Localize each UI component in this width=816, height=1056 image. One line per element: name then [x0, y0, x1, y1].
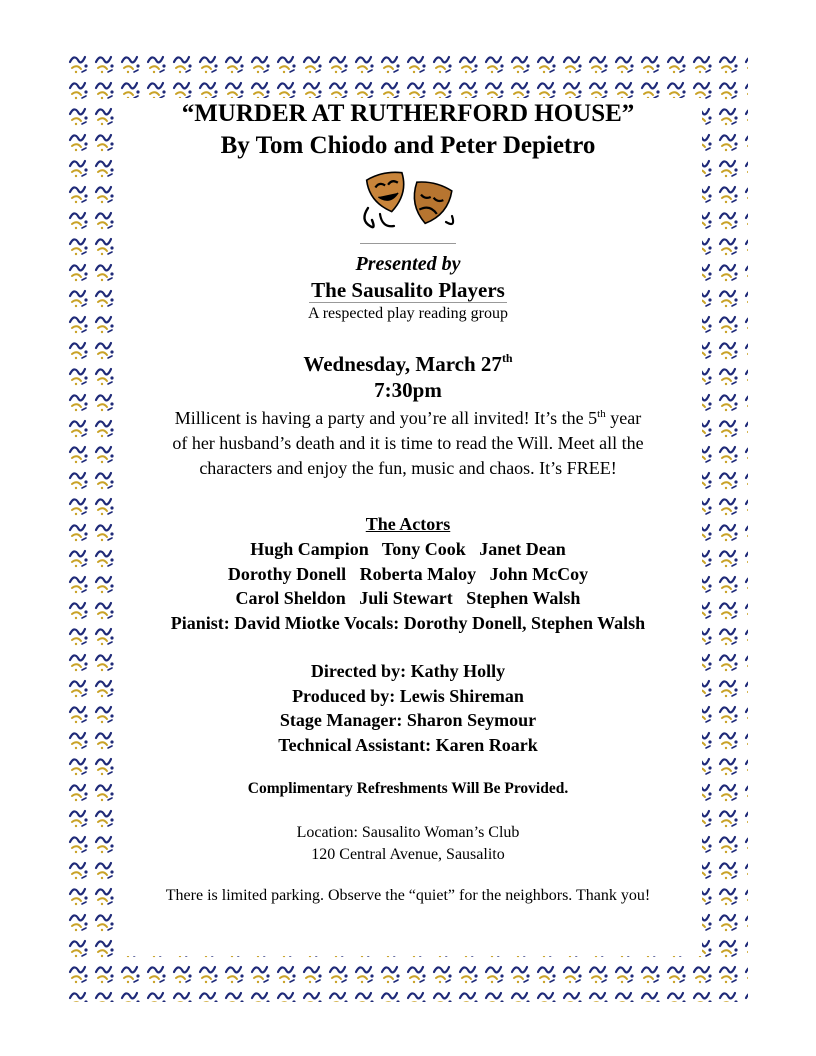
play-title: “MURDER AT RUTHERFORD HOUSE”: [181, 100, 635, 127]
event-date-suffix: th: [501, 351, 513, 365]
actors-heading-text: The Actors: [365, 514, 451, 534]
play-authors: By Tom Chiodo and Peter Depietro: [220, 132, 596, 159]
location-address: 120 Central Avenue, Sausalito: [311, 846, 505, 863]
credit-producer: Produced by: Lewis Shireman: [292, 686, 524, 706]
actors-row: Dorothy Donell Roberta Maloy John McCoy: [227, 564, 589, 584]
location-name: Location: Sausalito Woman’s Club: [296, 824, 520, 841]
group-tagline: A respected play reading group: [308, 305, 508, 322]
description-line-1b: year: [605, 408, 642, 428]
divider-rule: [360, 243, 456, 244]
description-line-1-sup: th: [597, 408, 606, 420]
presented-by-label: Presented by: [355, 253, 461, 275]
group-name: [0, 277, 816, 303]
event-date: [0, 351, 816, 377]
parking-note: There is limited parking. Observe the “quiet” for the neighbors. Thank you!: [165, 887, 651, 904]
credit-stage-manager: Stage Manager: Sharon Seymour: [279, 710, 537, 730]
event-date-text: Wednesday, March 27: [303, 352, 502, 376]
theater-masks-icon: [358, 168, 462, 234]
music-credits: Pianist: David Miotke Vocals: Dorothy Donell, Stephen Walsh: [170, 613, 646, 633]
description-line-3: characters and enjoy the fun, music and chaos. It’s FREE!: [199, 458, 617, 478]
description-line-2: of her husband’s death and it is time to read the Will. Meet all the: [172, 433, 644, 453]
refreshments-note: Complimentary Refreshments Will Be Provided.: [247, 780, 569, 797]
group-name-text: The Sausalito Players: [311, 278, 505, 302]
credit-technical-assistant: Technical Assistant: Karen Roark: [278, 735, 538, 755]
actors-row: Hugh Campion Tony Cook Janet Dean: [250, 539, 566, 559]
credit-director: Directed by: Kathy Holly: [310, 661, 506, 681]
description-line-1a: Millicent is having a party and you’re all invited! It’s the 5: [174, 408, 598, 428]
actors-row: Carol Sheldon Juli Stewart Stephen Walsh: [235, 588, 581, 608]
event-time: 7:30pm: [374, 378, 442, 402]
description-line-1: [0, 406, 816, 430]
actors-heading: [0, 513, 816, 535]
